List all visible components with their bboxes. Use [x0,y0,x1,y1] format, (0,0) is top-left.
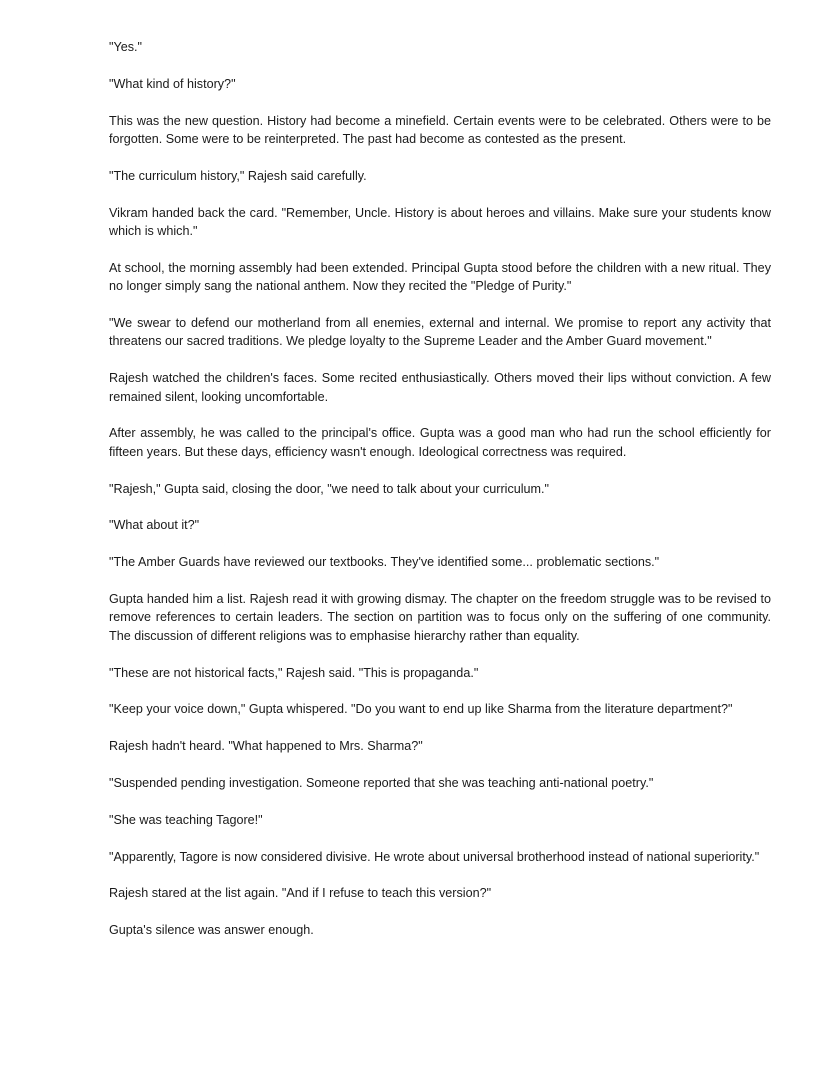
paragraph: "These are not historical facts," Rajesh said. "This is propaganda." [109,665,479,680]
paragraph: "Apparently, Tagore is now considered divisive. He wrote about universal brotherhood instead of national superiority." [109,849,760,864]
paragraph: "Rajesh," Gupta said, closing the door, "we need to talk about your curriculum." [109,481,550,496]
paragraph: "We swear to defend our motherland from all enemies, external and internal. We promise to report any activity that threatens our sacred traditions. We pledge loyalty to the Supreme Leader and the Amber Guard movement." [109,316,771,349]
paragraph: "The Amber Guards have reviewed our textbooks. They've identified some... problematic sections." [109,555,660,570]
paragraph: "She was teaching Tagore!" [109,812,263,827]
paragraph: After assembly, he was called to the principal's office. Gupta was a good man who had run the school efficiently for fifteen years. But these days, efficiency wasn't enough. Ideological correctness was required. [109,426,771,459]
paragraph: Rajesh hadn't heard. "What happened to Mrs. Sharma?" [109,739,423,754]
paragraph: "Suspended pending investigation. Someone reported that she was teaching anti-national poetry." [109,776,654,790]
paragraph: This was the new question. History had become a minefield. Certain events were to be celebrated. Others were to be forgotten. Some were to be reinterpreted. The past had become as contested as the present. [109,113,771,146]
paragraph: "What about it?" [109,518,200,533]
paragraph: "What kind of history?" [109,76,236,91]
paragraph: "Keep your voice down," Gupta whispered. "Do you want to end up like Sharma from the literature department?" [109,702,733,717]
paragraph: Gupta's silence was answer enough. [109,923,314,938]
paragraph: Vikram handed back the card. "Remember, Uncle. History is about heroes and villains. Make sure your students know which is which." [109,205,771,238]
paragraph: "Yes." [109,40,142,54]
document-body [109,38,771,958]
paragraph: Rajesh watched the children's faces. Some recited enthusiastically. Others moved their lips without conviction. A few remained silent, looking uncomfortable. [109,371,771,404]
paragraph: Rajesh stared at the list again. "And if I refuse to teach this version?" [109,886,492,901]
paragraph: "The curriculum history," Rajesh said carefully. [109,168,367,183]
paragraph: Gupta handed him a list. Rajesh read it with growing dismay. The chapter on the freedom struggle was to be revised to remove references to certain leaders. The section on partition was to focus only on the suffering of one community. The discussion of different religions was to emphasise hierarchy rather than equality. [109,592,771,643]
paragraph: At school, the morning assembly had been extended. Principal Gupta stood before the children with a new ritual. They no longer simply sang the national anthem. Now they recited the "Pledge of Purity." [109,260,771,294]
